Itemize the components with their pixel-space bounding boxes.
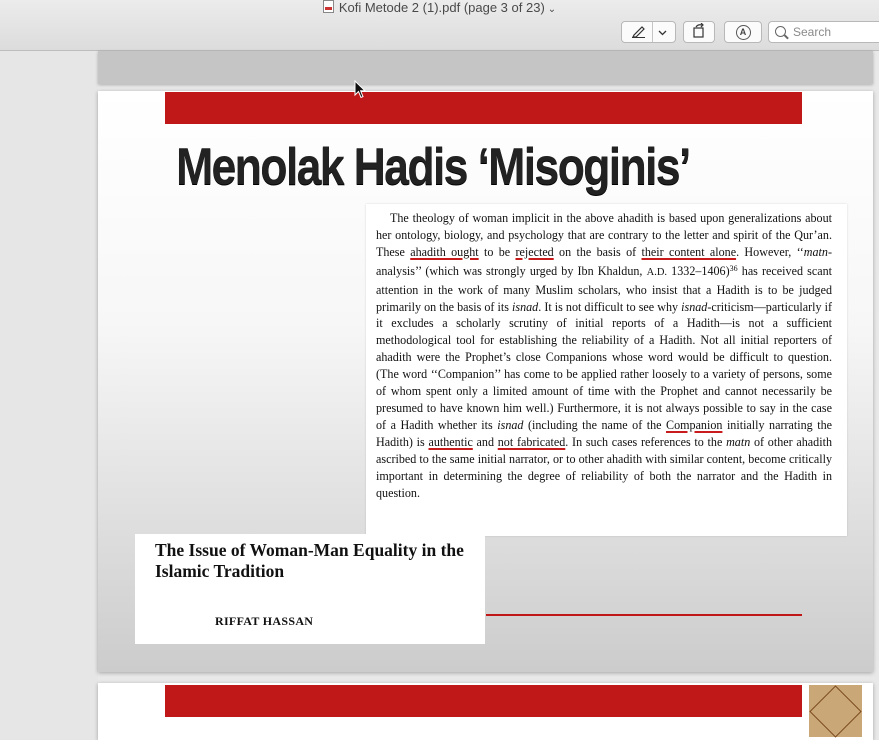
text-run: initially narrating the Hadith) is <box>376 417 832 449</box>
next-pdf-page[interactable] <box>98 683 873 740</box>
window-title-text: Kofi Metode 2 (1).pdf (page 3 of 23) <box>338 0 545 15</box>
header-red-bar <box>165 92 802 124</box>
window-title <box>0 0 879 18</box>
italic-term: isnad <box>681 299 708 314</box>
window-toolbar <box>0 0 879 51</box>
pen-icon[interactable] <box>631 24 647 41</box>
article-author: RIFFAT HASSAN <box>215 614 314 628</box>
cover-ornament-icon <box>809 685 861 737</box>
markup-icon[interactable]: A <box>736 25 751 40</box>
text-run: on the basis of <box>553 244 642 259</box>
text-run: of other ahadith ascribed to the same initial narrator, or to other ahadith with similar content, become critically important in determining the degree of reliability of both the narrator and the Hadith in question. <box>376 434 832 500</box>
footnote-marker: 36 <box>729 263 738 273</box>
page-headline: Menolak Hadis ‘Misoginis’ <box>176 138 690 196</box>
article-title: The Issue of Woman-Man Equality in the Islamic Tradition <box>155 540 464 581</box>
toolbar-divider <box>652 22 653 42</box>
underlined-annotation: ahadith ought <box>410 244 479 259</box>
book-cover-thumbnail <box>809 685 862 737</box>
markup-pen-button-group[interactable] <box>621 21 676 43</box>
search-icon <box>775 26 786 37</box>
footer-red-line <box>486 614 802 616</box>
title-chevron-icon[interactable]: ⌄ <box>547 4 557 15</box>
rotate-icon[interactable] <box>691 23 707 41</box>
italic-term: matn <box>726 434 751 449</box>
rotate-button[interactable] <box>683 21 715 43</box>
text-run: . In such cases references to the <box>565 434 727 449</box>
pdf-document-icon <box>323 0 334 13</box>
text-run: to be <box>478 244 516 259</box>
pdf-page[interactable] <box>98 91 873 672</box>
header-red-bar <box>165 685 802 717</box>
italic-term: matn <box>803 244 828 259</box>
italic-term: isnad <box>497 417 524 432</box>
text-run: A.D. <box>646 266 668 278</box>
italic-term: isnad <box>512 299 539 314</box>
article-title-box <box>135 534 485 644</box>
markup-toolbar-button[interactable] <box>724 21 762 43</box>
viewer-left-margin <box>0 51 98 740</box>
text-run: has received scant attention in the work of many Muslim scholars, who insist that a Hadith is to be judged primarily on the basis of its <box>376 263 832 314</box>
text-run: 1332–1406) <box>667 263 730 278</box>
text-run: -criticism—particularly if it excludes a scholarly scrutiny of initial reports of a Hadith—is not a sufficient methodological tool for establishing the reliability of a Hadith. Not all initial reporters of ahadith were the Prophet’s close Companions whose word would be difficult to question. (The word ‘‘Companion’’ has come to be applied rather loosely to a variety of persons, some of whom spent only a limited amount of time with the Prophet and cannot necessarily be presumed to have known him well.) Furthermore, it is not always possible to say in the case of a Hadith whether its <box>376 299 832 432</box>
mouse-cursor-icon <box>354 80 366 104</box>
text-run: . However, ‘‘ <box>736 244 804 259</box>
underlined-annotation: not fabricated <box>497 434 566 449</box>
underlined-annotation: Companion <box>666 417 723 432</box>
text-run: (including the name of the <box>523 417 666 432</box>
excerpt-paragraph <box>376 210 832 501</box>
text-run: -analysis’’ (which was strongly urged by Ibn Khaldun, <box>376 244 832 278</box>
underlined-annotation: their content alone <box>641 244 737 259</box>
text-run: The theology of woman implicit in the above ahadith is based upon generalizations about her ontology, biology, and psychology that are contrary to the letter and spirit of the Qur’an. These <box>376 211 832 259</box>
underlined-annotation: authentic <box>428 434 473 449</box>
text-run: . It is not difficult to see why <box>538 299 682 314</box>
scanned-text-excerpt <box>366 204 847 536</box>
underlined-annotation: rejected <box>515 244 554 259</box>
text-run: and <box>472 434 498 449</box>
search-placeholder[interactable]: Search <box>793 25 832 39</box>
search-field[interactable] <box>768 21 879 43</box>
chevron-down-icon[interactable] <box>658 25 667 39</box>
previous-page-bottom[interactable] <box>98 51 873 84</box>
